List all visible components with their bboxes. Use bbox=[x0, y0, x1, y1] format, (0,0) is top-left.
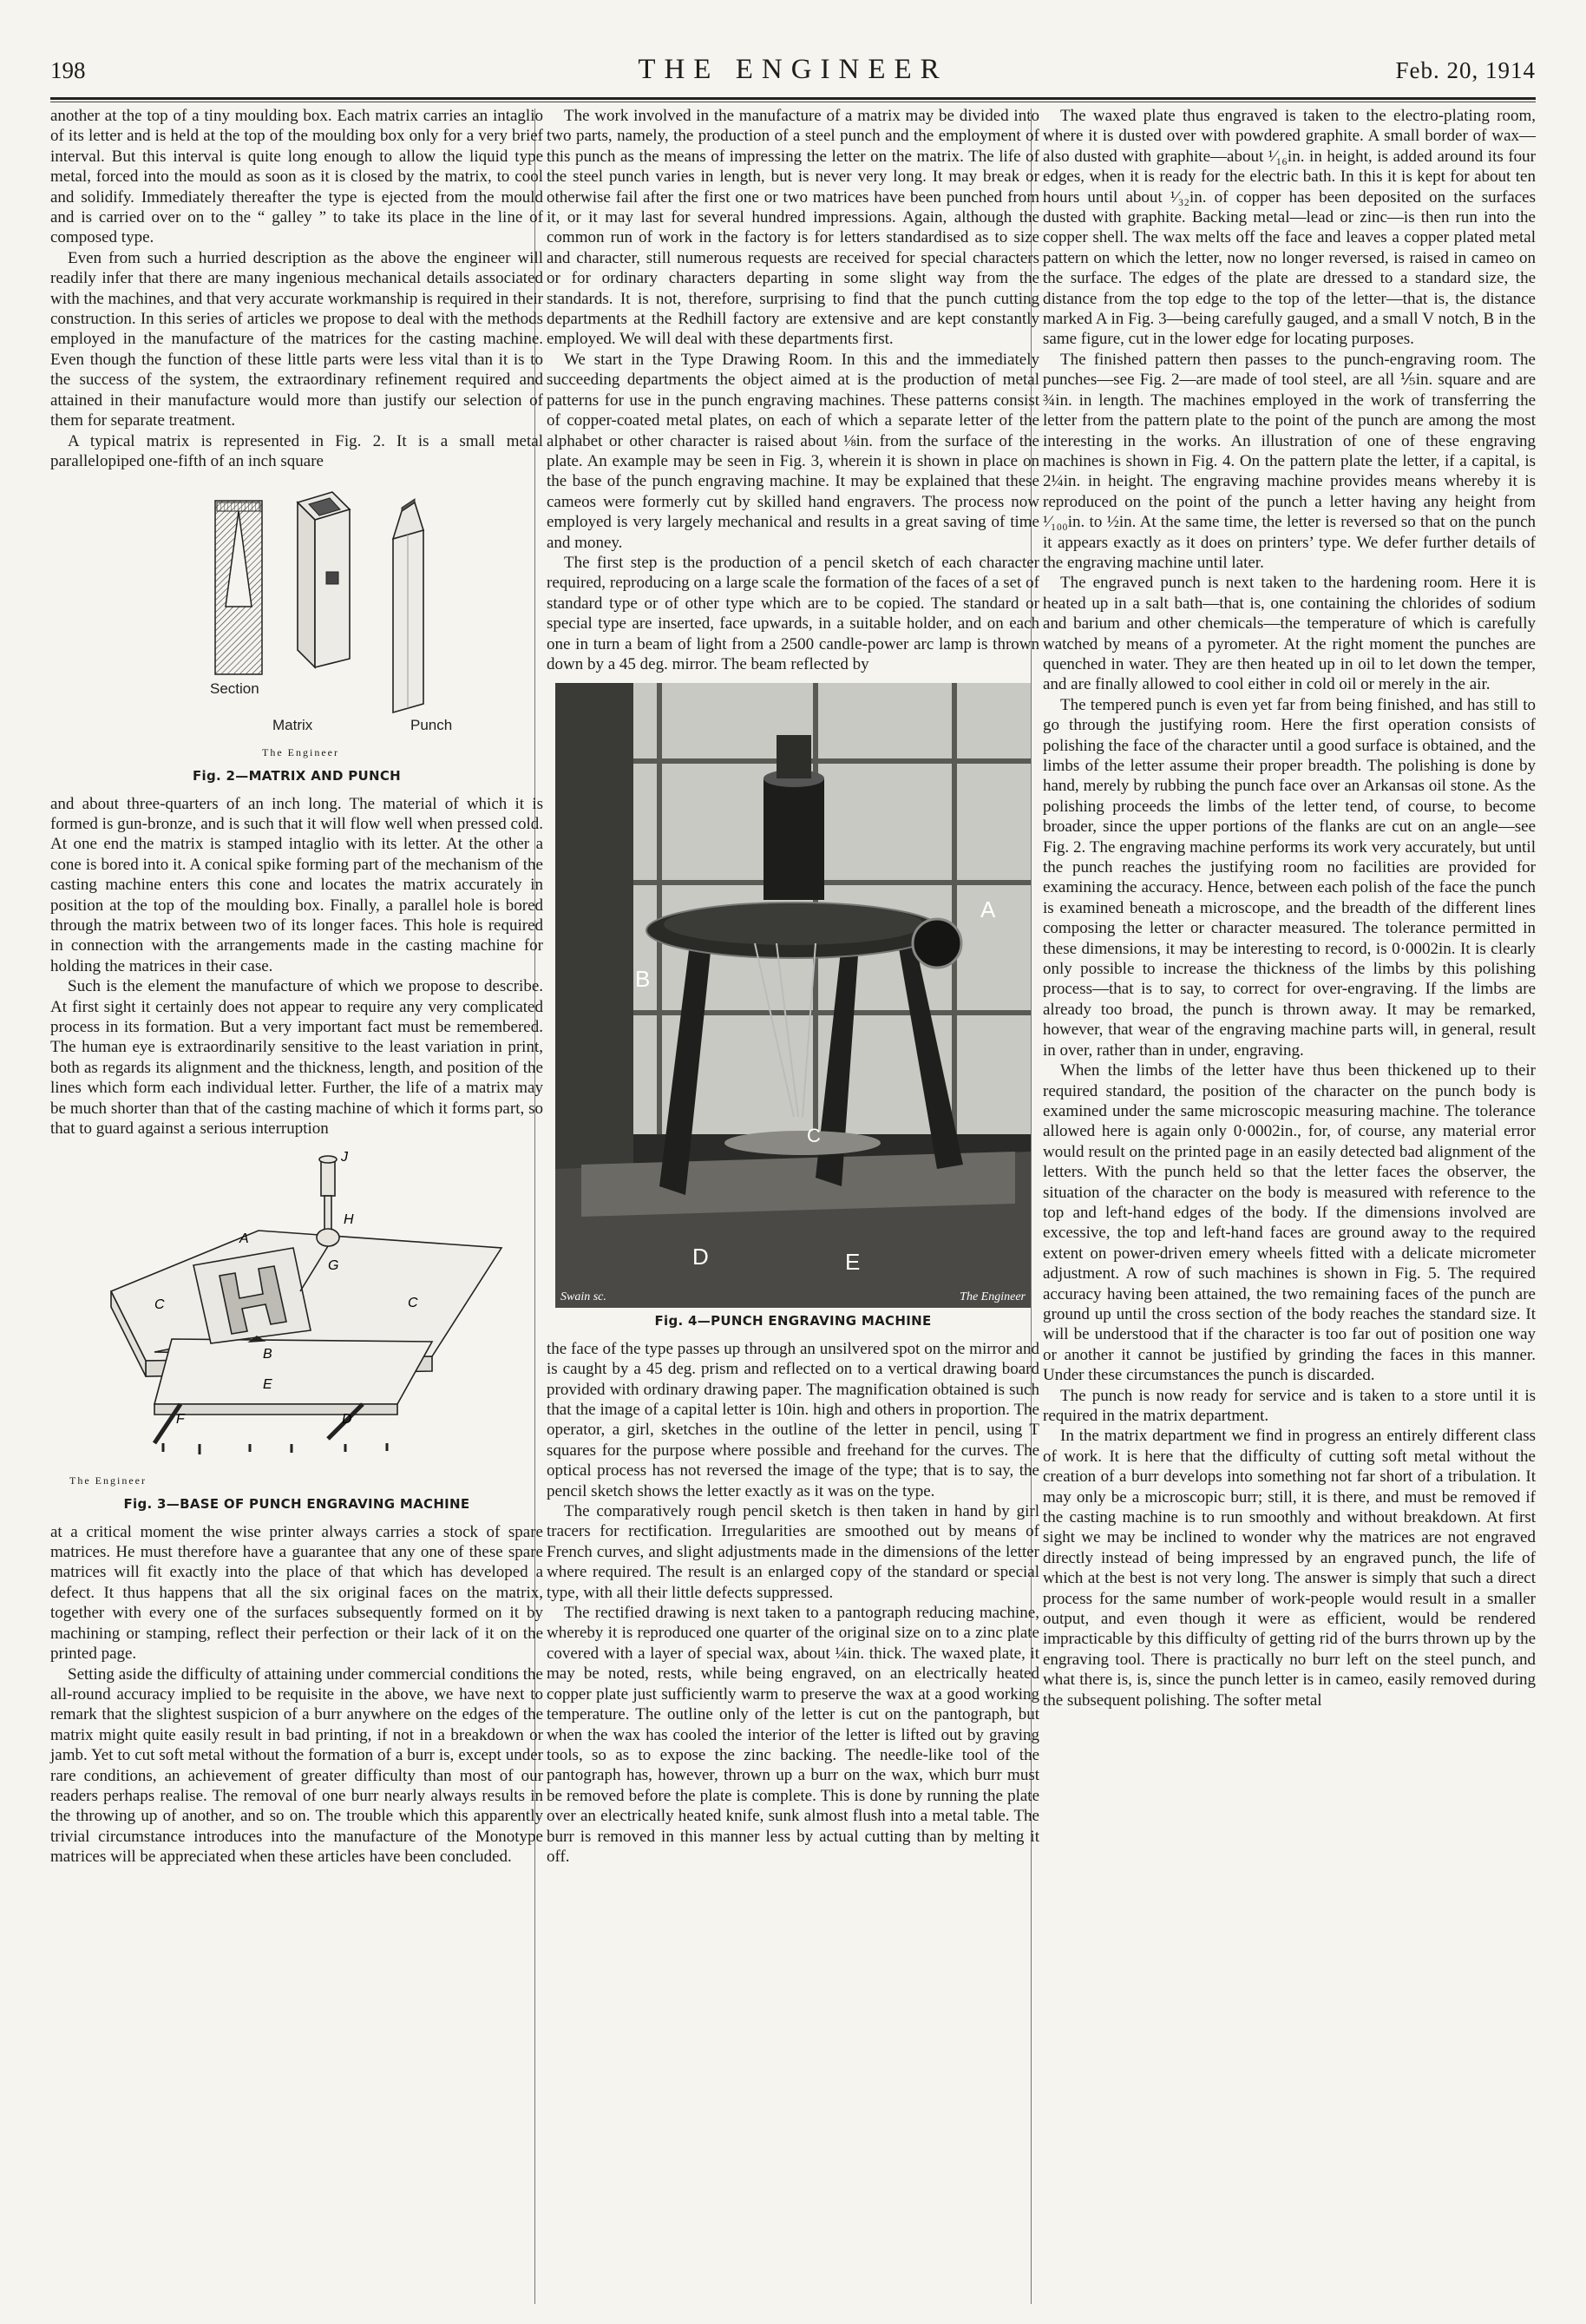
paragraph: The rectified drawing is next taken to a pantograph reducing machine, whereby it is reproduced one quarter of the original size on to a zinc plate covered with a layer of special wax, about ¼in. thick. The waxed plate, it may be noted, rests, while being engraved, on an electrically heated copper plate just sufficiently warm to preserve the wax at a good working temperature. The outline only of the letter is cut on the pantograph, but when the wax has cooled the interior of the letter is lifted out by graving tools, so as to expose the zinc backing. The needle-like tool of the pantograph has, however, thrown up a burr on the wax, which burr must be removed before the plate is complete. This is done by running the plate over an electrically heated knife, sunk almost flush into a metal table. The burr is removed in this manner less by actual cutting than by melting it off. bbox=[547, 1604, 1039, 1866]
figure-caption: Fig. 4—PUNCH ENGRAVING MACHINE bbox=[654, 1313, 932, 1329]
punch-block bbox=[393, 499, 423, 712]
paragraph: the face of the type passes up through an unsilvered spot on the mirror and is caught by a 45 deg. prism and reflected on to a vertical drawing board provided with ordinary drawing paper. The magnification obtained is such that the image of a capital letter is 10in. high and others in proportion. The operator, a girl, sketches in the outline of the letter in pencil, using T squares for the purpose where possible and freehand for the curves. The optical process has not reversed the image of the type; that is to say, the pencil sketch shows the letter exactly as it was on the type. bbox=[547, 1339, 1039, 1500]
paragraph: The first step is the production of a pencil sketch of each character required, reproducing on a large scale the formation of the faces of a set of standard type or of other type which are to be copied. The standard or special type are inserted, face upwards, in a suitable holder, and on each one in turn a beam of light from a 2500 candle-power arc lamp is thrown down by a 45 deg. mirror. The beam reflected by bbox=[547, 553, 1039, 673]
label-C-right: C bbox=[408, 1296, 418, 1311]
label-D: D bbox=[342, 1412, 352, 1428]
paragraph: another at the top of a tiny moulding box. Each matrix carries an intaglio of its letter and is held at the top of the moulding box only for a very brief interval. But this interval is quite long enough to allow the liquid type metal, forced into the mould as soon as it is closed by the matrix, to cool and solidify. Immediately thereafter the type is ejected from the mould and is carried over on to the “ galley ” to take its place in the line of composed type. bbox=[50, 107, 543, 247]
paragraph: The waxed plate thus engraved is taken to the electro-plating room, where it is dusted over with powdered graphite. A small border of wax—also dusted with graphite—about ¹⁄₁₆in. in height, is added around its four edges, when it is ready for the electric bath. In this it is kept for about ten hours until about ¹⁄₃₂in. of copper has been deposited on the surfaces dusted with graphite. Backing metal—lead or zinc—is then run into the copper shell. The wax melts off the face and leaves a copper plated metal pattern on which the letter, now no longer reversed, is raised in cameo on the surface. The edges of the plate are dressed to a standard size, the distance from the top edge to the top of the letter—that is, the distance marked A in Fig. 3—being carefully gauged, and a small V notch, B in the same figure, cut in the lower edge for locating purposes. bbox=[1043, 107, 1536, 349]
header-rule bbox=[50, 97, 1536, 100]
column-3 bbox=[1043, 106, 1536, 1710]
figure-2 bbox=[50, 476, 543, 786]
photo-label-A: A bbox=[980, 896, 996, 923]
column-2 bbox=[547, 106, 1039, 1867]
label-E: E bbox=[263, 1377, 272, 1393]
paragraph: at a critical moment the wise printer always carries a stock of spare matrices. He must therefore have a guarantee that any one of these spare matrices will fit exactly into the place of that which has developed a defect. It thus happens that all the six original faces on the matrix, together with every one of the surfaces subsequently formed on it by machining or stamping, reflect their perfection or their lack of it on the printed page. bbox=[50, 1522, 543, 1664]
engraver-credit: Swain sc. bbox=[560, 1290, 606, 1304]
label-B: B bbox=[263, 1347, 272, 1362]
photo-label-C: C bbox=[807, 1125, 821, 1147]
paragraph: We start in the Type Drawing Room. In this and the immediately succeeding departments the object aimed at is the production of metal patterns for use in the punch engraving machines. These patterns consist of copper-coated metal plates, on each of which a separate letter of the alphabet or other character is raised about ⅛in. from the surface of the plate. An example may be seen in Fig. 3, wherein it is shown in place on the base of the punch engraving machine. It may be explained that these cameos were formerly cut by skilled hand engravers. The process now employed is very largely mechanical and results in a great saving of time and money. bbox=[547, 350, 1039, 552]
paragraph: The work involved in the manufacture of a matrix may be divided into two parts, namely, the production of a steel punch and the employment of this punch as the means of impressing the letter on the matrix. The life of the steel punch varies in length, but is never very long. It may break or otherwise fail after the first one or two matrices have been punched from it, or it may last for several hundred impressions. Again, although the common run of work in the factory is for letters standardised as to size and character, still numerous requests are received for special characters or for ordinary characters departing in some slight way from the standards. It is not, therefore, surprising to find that the punch cutting departments at the Redhill factory are extensive and are kept constantly employed. We will deal with these departments first. bbox=[547, 107, 1039, 349]
label-J: J bbox=[341, 1150, 348, 1165]
label-F: F bbox=[176, 1412, 185, 1428]
matrix-and-punch-drawing bbox=[50, 476, 543, 737]
label-C-left: C bbox=[154, 1297, 165, 1313]
paragraph: A typical matrix is represented in Fig. 2. It is a small metal parallelopiped one-fifth of an inch square bbox=[50, 431, 543, 470]
photo-label-D: D bbox=[692, 1244, 709, 1270]
issue-date: Feb. 20, 1914 bbox=[1395, 57, 1536, 83]
column-1 bbox=[50, 106, 543, 1868]
punch-engraving-machine-photo bbox=[555, 683, 1031, 1308]
label-punch: Punch bbox=[410, 717, 453, 734]
label-matrix: Matrix bbox=[272, 717, 313, 734]
paragraph: Setting aside the difficulty of attaining under commercial conditions the all-round accuracy implied to be requisite in the above, we have next to remark that the slightest suspicion of a burr anywhere on the edges of the matrix might quite easily result in bad printing, if not in a breakdown or jamb. Yet to cut soft metal without the formation of a burr is, except under rare conditions, an achievement of greater difficulty than most of our readers perhaps realise. The removal of one burr nearly always results in the throwing up of another, and so on. The trouble which this apparently trivial circumstance introduces into the manufacture of the Monotype matrices will be appreciated when these articles have been concluded. bbox=[50, 1664, 543, 1867]
matrix-block bbox=[298, 492, 350, 667]
figure-caption: Fig. 3—BASE OF PUNCH ENGRAVING MACHINE bbox=[123, 1496, 470, 1513]
paragraph: When the limbs of the letter have thus been thickened up to their required standard, the position of the character on the punch body is examined under the same microscopic measuring machine. The tolerance allowed here is again only 0·0002in., for, of course, any material error would result on the printed page in an easily detected bad alignment of the letters. With the punch held so that the letter faces the observer, the situation of the character on the body is measured with reference to the top and left-hand edges of the body. If the dimensions involved are excessive, the top and left-hand faces are ground away to the required extent on power-driven emery wheels fitted with a delicate micrometer adjustment. A row of such machines is shown in Fig. 5. The required accuracy having been attained, the two remaining faces of the punch are ground up until the cross section of the body reaches the standard size. It will be understood that if the character is too far out of position one way or another it cannot be justified by grinding the faces in this manner. Under these circumstances the punch is discarded. bbox=[1043, 1061, 1536, 1385]
paragraph: Even from such a hurried description as the above the engineer will readily infer that there are many ingenious mechanical details associated with the machines, and that very accurate workmanship is required in their construction. In this series of articles we propose to deal with the methods employed in the manufacture of the matrices for the casting machine. Even though the function of these little parts were less vital than it is to the success of the system, the extraordinary refinement required and attained in their manufacture would more than justify our selection of them for separate treatment. bbox=[50, 248, 543, 430]
figure-credit: The Engineer bbox=[69, 1474, 147, 1487]
lower-plate bbox=[154, 1339, 432, 1415]
label-A: A bbox=[239, 1231, 249, 1247]
label-section: Section bbox=[210, 680, 259, 698]
figure-credit: The Engineer bbox=[262, 745, 339, 758]
photo-illustration bbox=[555, 683, 1031, 1308]
label-H: H bbox=[344, 1212, 354, 1228]
photo-label-E: E bbox=[845, 1249, 861, 1276]
paragraph: The finished pattern then passes to the punch-engraving room. The punches—see Fig. 2—are made of tool steel, are all ⅕in. square and are ¾in. in length. The machines employed in the work of transferring the letter from the pattern plate to the point of the punch are among the most interesting in the works. An illustration of one of these engraving machines is shown in Fig. 4. On the pattern plate the letter, if a capital, is 2¼in. in height. The engraving machine provides means whereby it is reproduced on the point of the punch a letter having any height from ¹⁄₁₀₀in. to ½in. At the same time, the letter is reversed so that on the punch it appears exactly as it does on printers’ type. We defer further details of the engraving machine until later. bbox=[1043, 350, 1536, 572]
paragraph: The tempered punch is even yet far from being finished, and has still to go through the justifying room. Here the first operation consists of polishing the face of the character until a good surface is obtained, and the limbs of the letter assume their proper breadth. The polishing is done by hand, merely by rubbing the punch face over an Arkansas oil stone. As the polishing proceeds the limbs of the letter tend, of course, to become broader, since the upper portions of the flanks are cut on an angle—see Fig. 2. The engraving machine performs its work very accurately, but until the punch reaches the justifying room no facilities are provided for examining the accuracy. Hence, between each polish of the face the punch is examined beneath a microscope, and the breadth of the different lines composing the letter or character measured. The tolerance permitted in these dimensions, it may be interesting to record, is 0·0002in. It is clearly only possible to increase the thickness of the limbs by this polishing process—that is to say, to correct for over-engraving. If the limbs are already too broad, the punch is thrown away. It may be remarked, however, that wear of the engraving machine parts will, in general, result in over, rather than in under, engraving. bbox=[1043, 695, 1536, 1060]
figure-3 bbox=[50, 1144, 543, 1514]
figure-credit: The Engineer bbox=[960, 1290, 1026, 1304]
engraving-machine-base-drawing bbox=[50, 1144, 543, 1465]
paragraph: and about three-quarters of an inch long. The material of which it is formed is gun-bronze, and is such that it will flow well when pressed cold. At one end the matrix is stamped intaglio with its letter. At the other a cone is bored into it. A conical spike forming part of the mechanism of the casting machine enters this cone and locates the matrix accurately in position at the top of the moulding box. Finally, a parallel hole is bored through the matrix between two of its longer faces. This hole is required in connection with the arrangements made in the casting machine for holding the matrices in their case. bbox=[50, 794, 543, 975]
photo-label-B: B bbox=[635, 966, 651, 993]
paragraph: The comparatively rough pencil sketch is then taken in hand by girl tracers for rectification. Irregularities are smoothed out by means of French curves, and slight adjustments made in the dimensions of the letter where required. The result is an enlarged copy of the standard or special type, with all their little defects suppressed. bbox=[547, 1502, 1039, 1602]
label-G: G bbox=[328, 1258, 339, 1274]
page-header bbox=[50, 50, 1536, 97]
figure-caption: Fig. 2—MATRIX AND PUNCH bbox=[192, 768, 402, 785]
matrix-section bbox=[215, 501, 262, 674]
paragraph: The punch is now ready for service and is taken to a store until it is required in the matrix department. bbox=[1043, 1386, 1536, 1425]
paragraph: Such is the element the manufacture of which we propose to describe. At first sight it certainly does not appear to require any very complicated process in its formation. But a very important fact must be remembered. The human eye is extraordinarily sensitive to the least variation in print, both as regards its alignment and the thickness, length, and position of the lines which form each individual letter. Further, the life of a matrix may be much shorter than that of the casting machine of which it forms part, so that to guard against a serious interruption bbox=[50, 977, 543, 1139]
pattern-plate bbox=[193, 1248, 311, 1343]
page-number: 198 bbox=[50, 57, 86, 83]
journal-title: THE ENGINEER bbox=[638, 54, 948, 85]
paragraph: In the matrix department we find in progress an entirely different class of work. It is here that the difficulty of cutting soft metal without the creation of a burr develops into something not far short of a tribulation. It may only be a microscopic burr; still, it is there, and must be removed if the casting machine is to run smoothly and without breakdown. At first sight we may be inclined to wonder why the matrices are not engraved directly instead of being impressed by an engraved punch, the life of which at the best is not very long. The answer is simply that such a direct process for the same number of work-people would result in a smaller output, and even though it were as efficient, would be rendered impracticable by this difficulty of getting rid of the burrs thrown up by the engraving tool. There is practically no burr left on the steel punch, and what there is, is, since the punch letter is in cameo, easily removed during the subsequent polishing. The softer metal bbox=[1043, 1427, 1536, 1710]
paragraph: The engraved punch is next taken to the hardening room. Here it is heated up in a salt bath—that is, one containing the chlorides of sodium and barium and other chemicals—the temperature of which is carefully watched by means of a pyrometer. At the right moment the punches are quenched in water. They are then heated up in oil to let down the temper, and are finally allowed to cool either in cold oil or merely in the air. bbox=[1043, 574, 1536, 694]
figure-4 bbox=[547, 683, 1039, 1331]
